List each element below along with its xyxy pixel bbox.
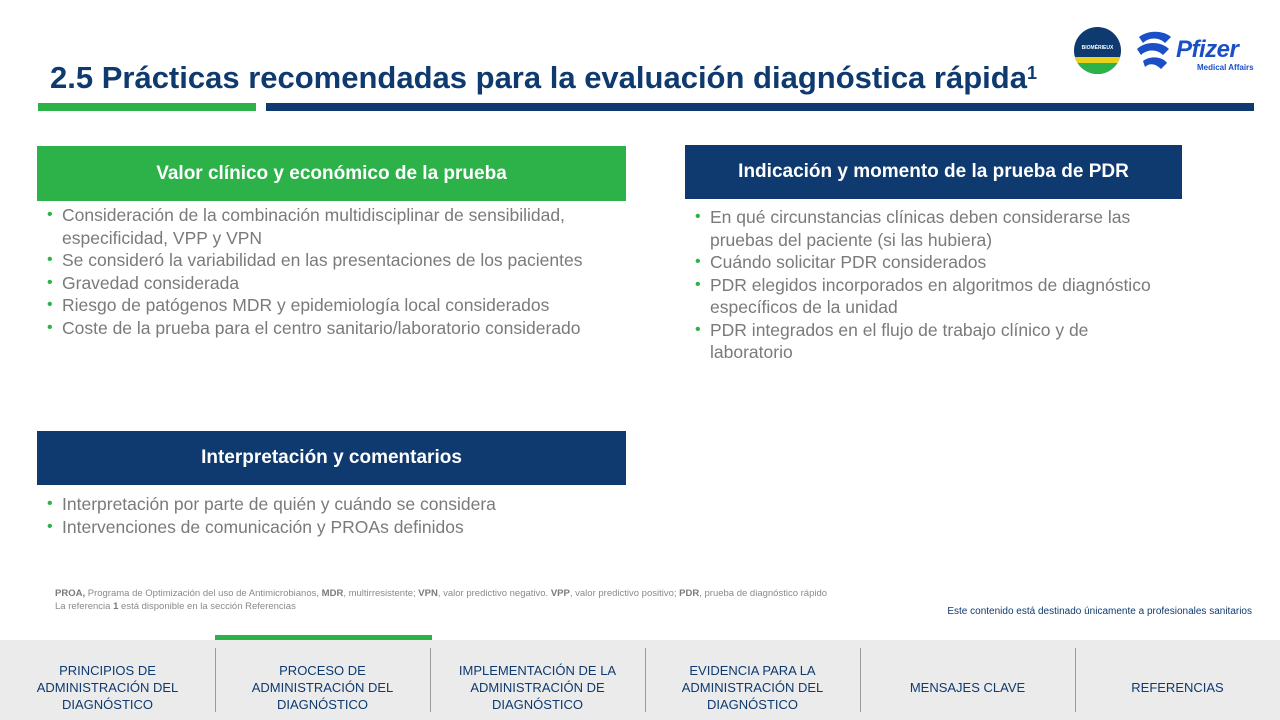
reference-note: La referencia 1 está disponible en la sección Referencias	[55, 601, 296, 612]
interpretation-feedback-header: Interpretación y comentarios	[37, 431, 626, 485]
nav-label: REFERENCIAS	[1131, 679, 1224, 695]
abbreviations-line: PROA, Programa de Optimización del uso de Antimicrobianos, MDR, multirresistente; VPN, valor predictivo negativo. VPP, valor predictivo positivo; PDR, prueba de diagnóstico rápido	[55, 588, 828, 599]
biomerieux-wordmark: BIOMÉRIEUX	[1081, 45, 1114, 51]
nav-label: PRINCIPIOS DE ADMINISTRACIÓN DEL DIAGNÓSTICO	[36, 662, 179, 712]
nav-label: IMPLEMENTACIÓN DE LA ADMINISTRACIÓN DE DIAGNÓSTICO	[458, 662, 617, 712]
nav-item-implementacion[interactable]	[430, 640, 645, 720]
list-item: • Intervenciones de comunicación y PROAs definidos	[37, 516, 626, 539]
list-item: • Coste de la prueba para el centro sanitario/laboratorio considerado	[37, 317, 626, 340]
list-item: • Riesgo de patógenos MDR y epidemiología local considerados	[37, 294, 626, 317]
nav-label: MENSAJES CLAVE	[909, 679, 1026, 695]
nav-item-referencias[interactable]	[1075, 640, 1280, 720]
nav-item-principios[interactable]	[0, 640, 215, 720]
list-item: • Se consideró la variabilidad en las presentaciones de los pacientes	[37, 249, 626, 272]
indication-timing-list	[685, 206, 1165, 364]
list-item: • En qué circunstancias clínicas deben considerarse las pruebas del paciente (si las hubiera)	[685, 206, 1165, 251]
nav-item-proceso[interactable]	[215, 640, 430, 720]
title-underline-navy	[266, 103, 1254, 111]
bottom-navigation	[0, 640, 1280, 720]
interpretation-feedback-list	[37, 493, 626, 538]
list-item: • Consideración de la combinación multidisciplinar de sensibilidad, especificidad, VPP y VPN	[37, 204, 626, 249]
list-item: • PDR integrados en el flujo de trabajo clínico y de laboratorio	[685, 319, 1165, 364]
page-title: 2.5 Prácticas recomendadas para la evaluación diagnóstica rápida$^1$	[50, 60, 1037, 95]
nav-label: EVIDENCIA PARA LA ADMINISTRACIÓN DEL DIAGNÓSTICO	[681, 662, 824, 712]
pfizer-wordmark: Pfizer	[1176, 36, 1239, 63]
indication-timing-header: Indicación y momento de la prueba de PDR	[685, 145, 1182, 199]
title-underline-green	[38, 103, 256, 111]
list-item: • PDR elegidos incorporados en algoritmos de diagnóstico específicos de la unidad	[685, 274, 1165, 319]
nav-item-mensajes-clave[interactable]	[860, 640, 1075, 720]
list-item: • Gravedad considerada	[37, 272, 626, 295]
list-item: • Interpretación por parte de quién y cuándo se considera	[37, 493, 626, 516]
professional-disclaimer: Este contenido está destinado únicamente a profesionales sanitarios	[947, 606, 1252, 617]
abbreviations-footnote	[55, 587, 827, 613]
clinical-economic-value-header: Valor clínico y económico de la prueba	[37, 146, 626, 201]
title-superscript: 1	[1026, 62, 1037, 83]
nav-item-evidencia[interactable]	[645, 640, 860, 720]
biomerieux-logo	[1074, 27, 1121, 74]
nav-label: PROCESO DE ADMINISTRACIÓN DEL DIAGNÓSTICO	[251, 662, 394, 712]
pfizer-subtitle: Medical Affairs	[1197, 63, 1254, 72]
list-item: • Cuándo solicitar PDR considerados	[685, 251, 1165, 274]
clinical-economic-value-list	[37, 204, 626, 339]
